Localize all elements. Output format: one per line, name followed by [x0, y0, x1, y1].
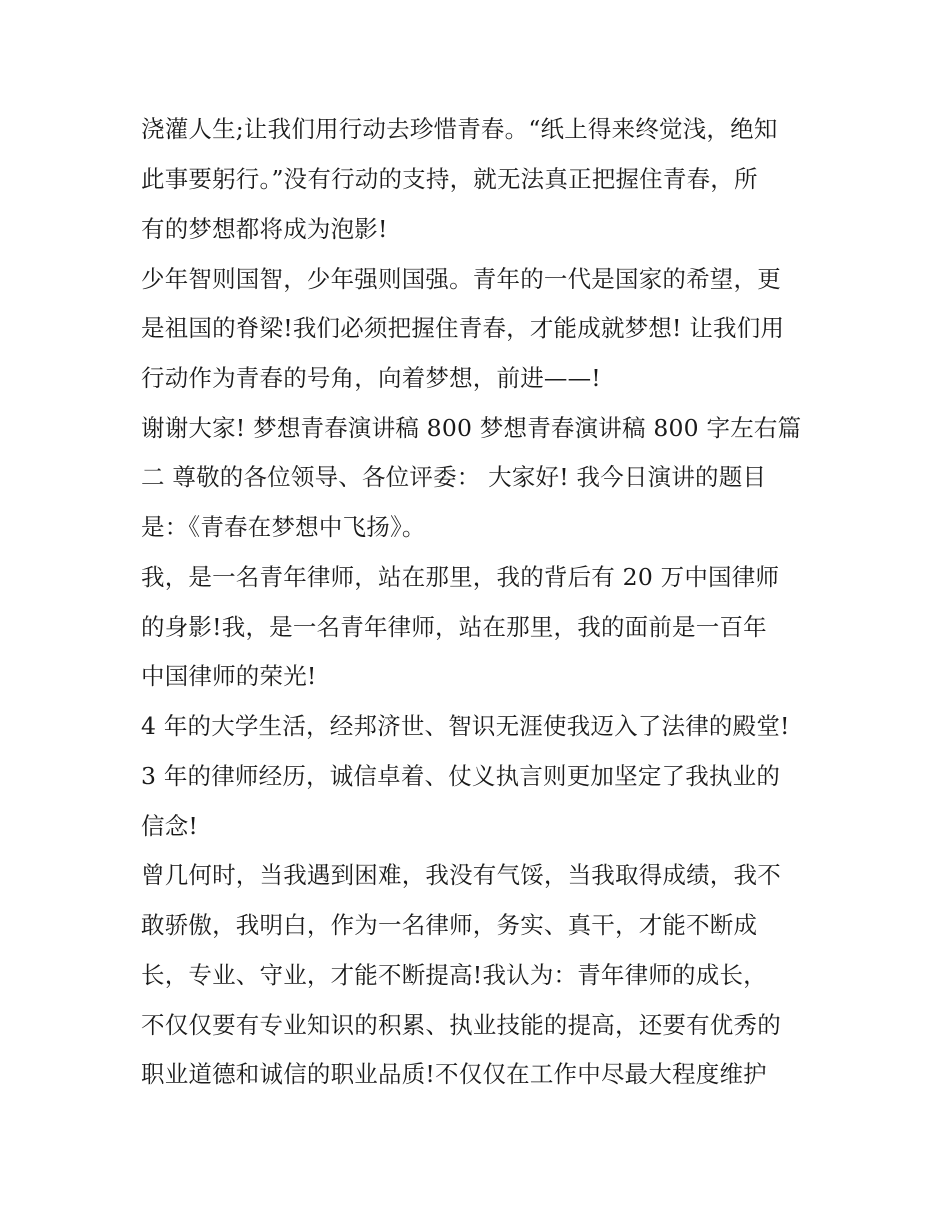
text-line: 此事要躬行。”没有行动的支持，就无法真正把握住青春，所 — [141, 165, 758, 193]
text-line: 4 年的大学生活，经邦济世、智识无涯使我迈入了法律的殿堂! — [141, 712, 790, 740]
text-line: 不仅仅要有专业知识的积累、执业技能的提高，还要有优秀的 — [141, 1011, 781, 1039]
text-line: 曾几何时，当我遇到困难，我没有气馁，当我取得成绩，我不 — [141, 861, 781, 889]
text-line: 长，专业、守业，才能不断提高!我认为：青年律师的成长， — [141, 961, 767, 989]
text-line: 少年智则国智，少年强则国强。青年的一代是国家的希望，更 — [141, 265, 781, 293]
text-line: 行动作为青春的号角，向着梦想，前进——! — [141, 364, 601, 392]
text-line: 敢骄傲，我明白，作为一名律师，务实、真干，才能不断成 — [141, 911, 758, 939]
text-line: 中国律师的荣光! — [141, 662, 317, 690]
text-line: 我，是一名青年律师，站在那里，我的背后有 20 万中国律师 — [141, 563, 780, 591]
text-line: 是祖国的脊梁!我们必须把握住青春，才能成就梦想! 让我们用 — [141, 314, 785, 342]
text-line: 二 尊敬的各位领导、各位评委： 大家好! 我今日演讲的题目 — [141, 463, 767, 491]
text-line: 是：《青春在梦想中飞扬》。 — [141, 513, 426, 541]
text-line: 职业道德和诚信的职业品质!不仅仅在工作中尽最大程度维护 — [141, 1060, 767, 1088]
text-line: 的身影!我，是一名青年律师，站在那里，我的面前是一百年 — [141, 613, 767, 641]
text-line: 谢谢大家! 梦想青春演讲稿 800 梦想青春演讲稿 800 字左右篇 — [141, 414, 802, 442]
text-line: 3 年的律师经历，诚信卓着、仗义执言则更加坚定了我执业的 — [141, 762, 781, 790]
text-line: 有的梦想都将成为泡影! — [141, 215, 388, 243]
text-line: 浇灌人生;让我们用行动去珍惜青春。“纸上得来终觉浅，绝知 — [141, 115, 778, 143]
text-line: 信念! — [141, 812, 199, 840]
